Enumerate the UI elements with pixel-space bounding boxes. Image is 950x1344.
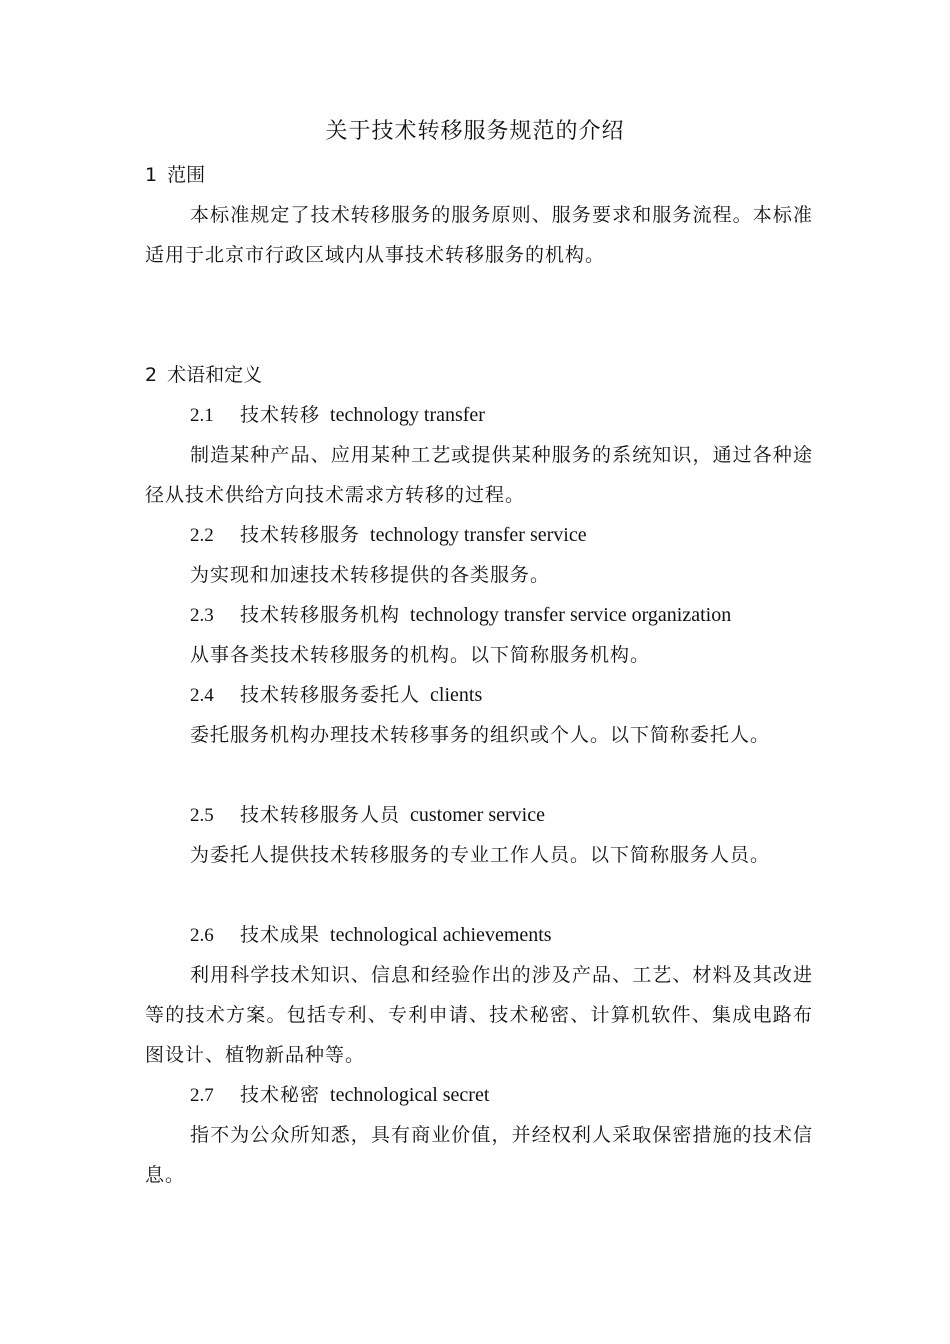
term-number: 2.6 xyxy=(190,925,214,946)
term-chinese: 技术转移服务机构 xyxy=(240,604,401,626)
term-chinese: 技术转移服务委托人 xyxy=(240,684,421,706)
term-number: 2.2 xyxy=(190,525,214,546)
term-definition: 从事各类技术转移服务的机构。以下简称服务机构。 xyxy=(190,644,651,666)
term-english: customer service xyxy=(410,804,545,826)
term-number: 2.4 xyxy=(190,685,214,706)
term-heading xyxy=(190,681,482,710)
term-heading xyxy=(190,921,552,950)
section-1-heading xyxy=(145,161,205,189)
term-definition: 利用科学技术知识、信息和经验作出的涉及产品、工艺、材料及其改进等的技术方案。包括专利、专利申请、技术秘密、计算机软件、集成电路布图设计、植物新品种等。 xyxy=(145,964,813,1066)
term-heading xyxy=(190,401,485,430)
term-definition: 委托服务机构办理技术转移事务的组织或个人。以下简称委托人。 xyxy=(190,724,771,746)
term-definition: 制造某种产品、应用某种工艺或提供某种服务的系统知识，通过各种途径从技术供给方向技术需求方转移的过程。 xyxy=(145,444,813,506)
term-heading xyxy=(190,801,545,830)
term-english: technology transfer xyxy=(330,404,485,426)
term-english: clients xyxy=(430,684,483,706)
term-definition: 指不为公众所知悉，具有商业价值，并经权利人采取保密措施的技术信息。 xyxy=(145,1124,813,1186)
term-number: 2.7 xyxy=(190,1085,214,1106)
section-1-paragraph: 本标准规定了技术转移服务的服务原则、服务要求和服务流程。本标准适用于北京市行政区域内从事技术转移服务的机构。 xyxy=(145,204,813,266)
term-chinese: 技术成果 xyxy=(240,924,321,946)
term-heading xyxy=(190,521,587,550)
document-title: 关于技术转移服务规范的介绍 xyxy=(325,119,625,144)
term-heading xyxy=(190,1081,489,1110)
term-chinese: 技术秘密 xyxy=(240,1084,321,1106)
term-english: technology transfer service organization xyxy=(410,604,732,626)
section-number: 2 xyxy=(145,364,158,386)
term-heading xyxy=(190,601,731,630)
term-chinese: 技术转移服务 xyxy=(240,524,361,546)
term-english: technology transfer service xyxy=(370,524,587,546)
term-number: 2.1 xyxy=(190,405,214,426)
term-definition: 为实现和加速技术转移提供的各类服务。 xyxy=(190,564,551,586)
section-number: 1 xyxy=(145,164,158,186)
term-english: technological secret xyxy=(330,1084,490,1106)
term-definition: 为委托人提供技术转移服务的专业工作人员。以下简称服务人员。 xyxy=(190,844,771,866)
section-2-heading xyxy=(145,361,262,389)
section-title: 术语和定义 xyxy=(167,364,263,386)
term-chinese: 技术转移服务人员 xyxy=(240,804,401,826)
term-chinese: 技术转移 xyxy=(240,404,321,426)
term-number: 2.5 xyxy=(190,805,214,826)
term-english: technological achievements xyxy=(330,924,552,946)
section-title: 范围 xyxy=(167,164,206,186)
term-number: 2.3 xyxy=(190,605,214,626)
